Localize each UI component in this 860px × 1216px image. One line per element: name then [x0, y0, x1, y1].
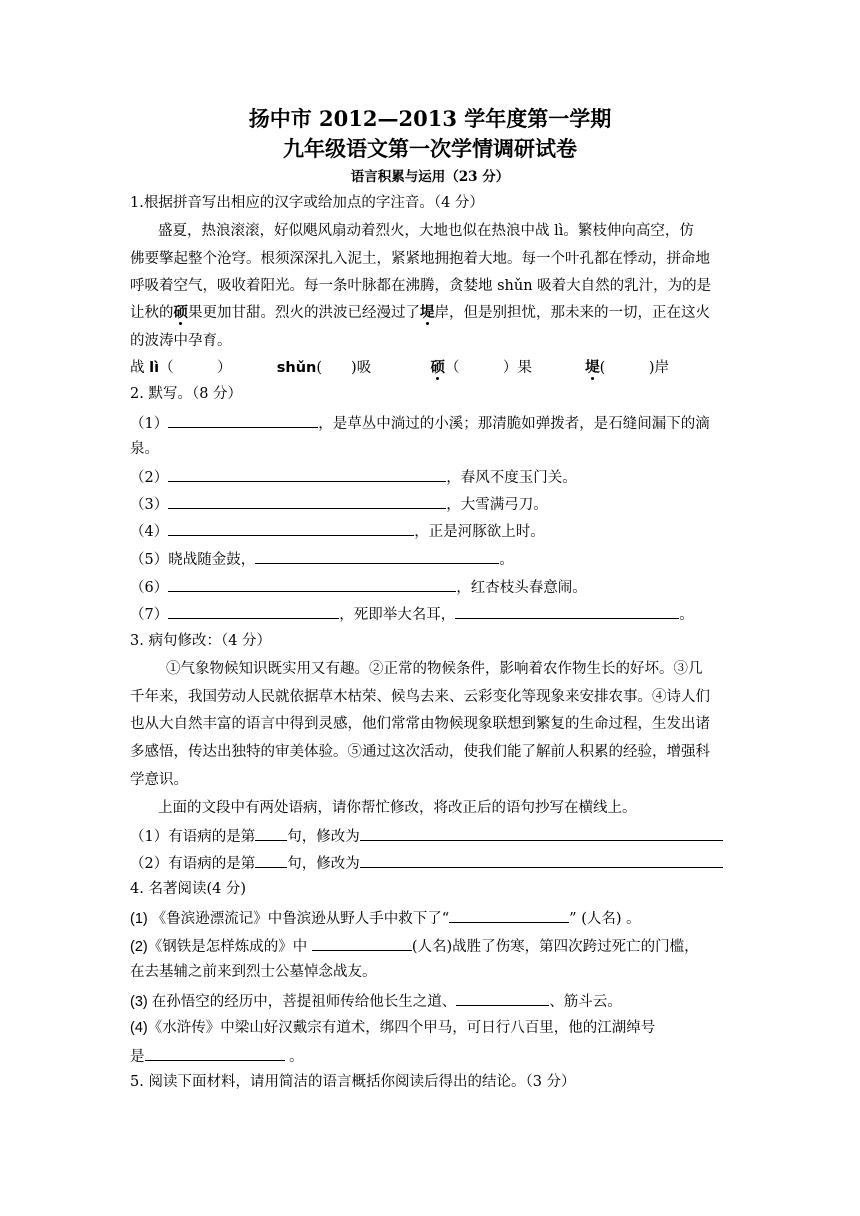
item-text: 句，修改为 — [287, 856, 360, 872]
item-number: (2) — [130, 939, 148, 955]
item-text: 。 — [679, 607, 694, 623]
item-text: 《鲁滨逊漂流记》中鲁滨逊从野人手中救下了“ — [151, 911, 450, 927]
item-number: （1） — [130, 416, 169, 432]
q3-answer-row — [130, 852, 723, 874]
item-number: （5） — [130, 552, 169, 568]
answer-blank[interactable] — [456, 990, 549, 1006]
dotted-character: 硕 — [430, 359, 445, 376]
q3-passage-line: 也从大自然丰富的语言中得到灵感，他们常常由物候现象联想到繁复的生命过程，生发出诸 — [130, 716, 710, 732]
q1-heading: 1.根据拼音写出相应的汉字或给加点的字注音。（4 分） — [130, 195, 484, 211]
answer-blank[interactable] — [168, 466, 446, 482]
item-number: (1) — [130, 911, 152, 927]
item-text: ，正是河豚欲上时。 — [414, 524, 545, 540]
item-text: 句，修改为 — [287, 829, 360, 845]
answer-blank[interactable]: （ ） — [159, 360, 232, 376]
q3-answer-row — [130, 825, 723, 847]
q4-item-continued: 在去基辅之前来到烈士公墓悼念战友。 — [130, 964, 377, 980]
item-number: （7） — [130, 607, 169, 623]
text-segment: 岸，但是别担忧，那未来的一切，正在这火 — [434, 305, 710, 321]
item-text: 在孙悟空的经历中，菩提祖师传给他长生之道、 — [151, 994, 457, 1010]
answer-blank[interactable] — [168, 603, 339, 619]
q2-item — [130, 548, 514, 570]
q3-passage-line: 学意识。 — [130, 772, 188, 788]
q2-item — [130, 603, 694, 625]
answer-blank[interactable] — [168, 520, 414, 536]
answer-label: 吸 — [356, 360, 372, 376]
item-text: (人名)战胜了伤寒，第四次跨过死亡的门槛， — [411, 939, 699, 955]
item-text: 。 — [284, 1049, 304, 1065]
answer-blank[interactable]: （ ） — [444, 360, 518, 376]
item-text: ，春风不度玉门关。 — [446, 470, 577, 486]
q3-passage-line: 多感悟，传达出独特的审美体验。⑤通过这次活动，使我们能了解前人积累的经验，增强科 — [130, 744, 710, 760]
dotted-character: 堤 — [585, 359, 600, 376]
q4-item — [130, 990, 622, 1012]
answer-label: 岸 — [654, 360, 669, 376]
item-number: （2） — [130, 470, 169, 486]
q1-passage-line — [130, 303, 710, 323]
item-text: ” (人名) 。 — [569, 911, 641, 927]
item-text: ，死即举大名耳， — [339, 607, 456, 623]
q4-heading: 4. 名著阅读(4 分) — [130, 881, 247, 897]
text-segment: 果更加甘甜。烈火的洪波已经漫过了 — [188, 305, 420, 321]
answer-blank[interactable] — [360, 825, 723, 841]
item-text: ，是草丛中淌过的小溪；那清脆如弹拨者，是石缝间漏下的滴 — [318, 416, 710, 432]
exam-title-line-1: 扬中市 2012—2013 学年度第一学期 — [248, 106, 612, 131]
answer-label: 战 — [130, 360, 150, 376]
answer-blank[interactable] — [455, 603, 679, 619]
q2-item — [130, 493, 548, 515]
item-number: (4) — [130, 1020, 148, 1036]
answer-blank[interactable] — [145, 1045, 285, 1061]
q2-item — [130, 412, 710, 434]
q5-heading: 5. 阅读下面材料，请用简洁的语言概括你阅读后得出的结论。（3 分） — [130, 1074, 576, 1090]
item-number: （4） — [130, 524, 169, 540]
section-title: 语言积累与运用（23 分） — [350, 169, 510, 185]
pinyin-text: shǔn — [276, 360, 317, 376]
item-text: （1）有语病的是第 — [130, 829, 256, 845]
q1-passage-line: 的波涛中孕育。 — [130, 333, 232, 349]
q4-item — [130, 935, 699, 957]
answer-blank[interactable]: ( ) — [316, 360, 357, 376]
pinyin-text: lì — [149, 360, 160, 376]
q3-passage-line: 千年来，我国劳动人民就依据草木枯荣、候鸟去来、云彩变化等现象来安排农事。④诗人们 — [130, 689, 710, 705]
q2-item-continued: 泉。 — [130, 441, 159, 457]
answer-blank[interactable] — [312, 935, 412, 951]
answer-blank[interactable] — [168, 493, 446, 509]
item-text: ，红杏枝头春意闹。 — [456, 580, 587, 596]
q4-item — [130, 1018, 655, 1038]
answer-blank[interactable] — [255, 825, 287, 841]
q1-passage-line: 盛夏，热浪滚滚，好似飓风扇动着烈火，大地也似在热浪中战 lì。繁枝伸向高空，仿 — [158, 223, 694, 239]
q4-item — [130, 907, 641, 929]
q1-passage-line: 呼吸着空气，吸收着阳光。每一条叶脉都在沸腾，贪婪地 shǔn 吸着大自然的乳汁，为的是 — [130, 278, 712, 294]
answer-label: 果 — [517, 360, 532, 376]
text-segment: 让秋的 — [130, 305, 174, 321]
item-text: 、筋斗云。 — [549, 994, 622, 1010]
exam-title-line-2: 九年级语文第一次学情调研试卷 — [283, 136, 577, 161]
q2-heading: 2. 默写。（8 分） — [130, 386, 243, 402]
answer-blank[interactable] — [360, 852, 723, 868]
item-text: 。 — [499, 552, 514, 568]
answer-blank[interactable] — [168, 412, 318, 428]
q1-passage-line: 佛要擎起整个沧穹。根须深深扎入泥土，紧紧地拥抱着大地。每一个叶孔都在悸动，拼命地 — [130, 251, 710, 267]
item-text: （2）有语病的是第 — [130, 856, 256, 872]
q3-passage-line: ①气象物候知识既实用又有趣。②正常的物候条件，影响着农作物生长的好坏。③几 — [166, 661, 703, 677]
q2-item — [130, 576, 587, 598]
q3-instruction: 上面的文段中有两处语病，请你帮忙修改，将改正后的语句抄写在横线上。 — [158, 800, 637, 816]
answer-blank[interactable] — [255, 852, 287, 868]
answer-blank[interactable] — [168, 576, 456, 592]
item-text: 是 — [130, 1049, 145, 1065]
item-number: （6） — [130, 580, 169, 596]
q1-answer-row — [130, 358, 669, 378]
q3-heading: 3. 病句修改：（4 分） — [130, 633, 272, 649]
dotted-character: 硕 — [173, 304, 188, 321]
dotted-character: 堤 — [420, 304, 435, 321]
answer-blank[interactable] — [449, 907, 569, 923]
item-number: (3) — [130, 994, 152, 1010]
answer-blank[interactable]: ( ) — [599, 360, 655, 376]
item-text: 《水浒传》中梁山好汉戴宗有道术，绑四个甲马，可日行八百里，他的江湖绰号 — [147, 1020, 656, 1036]
q2-item — [130, 466, 577, 488]
item-number: （3） — [130, 497, 169, 513]
item-text: 晓战随金鼓， — [168, 552, 256, 568]
item-text: ，大雪满弓刀。 — [446, 497, 548, 513]
item-text: 《钢铁是怎样炼成的》中 — [147, 939, 312, 955]
q4-item-continued — [130, 1045, 304, 1067]
q2-item — [130, 520, 545, 542]
answer-blank[interactable] — [255, 548, 499, 564]
